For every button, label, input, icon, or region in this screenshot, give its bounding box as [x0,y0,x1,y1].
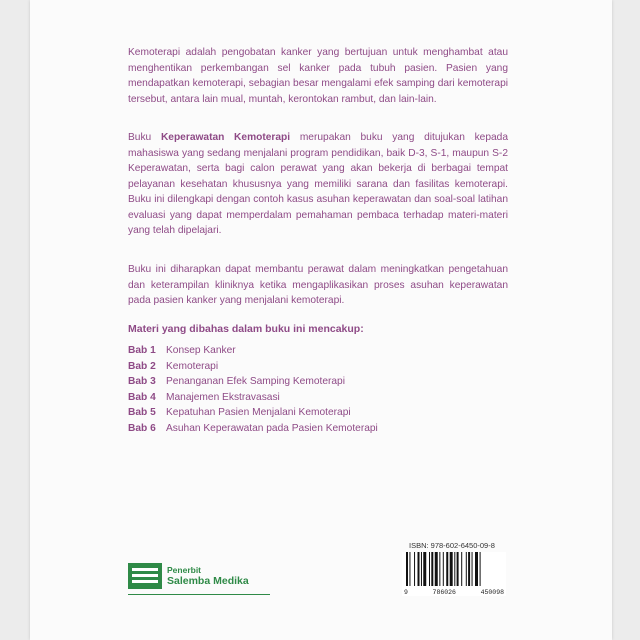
chapter-number: Bab 6 [128,422,156,434]
publisher-mark-icon [128,563,162,589]
blurb-paragraph-1: Kemoterapi adalah pengobatan kanker yang bertujuan untuk menghambat atau menghentikan perkembangan sel kanker pada tubuh pasien. Pasien yang mendapatkan kemoterapi, sebagian besar mengalami efek samping dari kemoterapi tersebut, antara lain mual, muntah, kerontokan rambut, dan lain-lain. [128,47,508,105]
chapter-item [128,390,378,406]
book-title-inline: Keperawatan Kemoterapi [160,132,291,143]
chapter-title: Penanganan Efek Samping Kemoterapi [166,376,345,387]
contents-heading: Materi yang dibahas dalam buku ini mencakup: [128,323,364,335]
publisher-name: Salemba Medika [167,575,249,587]
blurb-paragraph-2 [128,130,508,239]
blurb-paragraph-3: Buku ini diharapkan dapat membantu perawat dalam meningkatkan pengetahuan dan keterampilan kliniknya ketika mengaplikasikan proses asuhan keperawatan pada pasien kanker yang menjalani kemoterapi. [128,264,508,306]
chapter-title: Asuhan Keperawatan pada Pasien Kemoterapi [166,422,378,434]
barcode-bars-icon [406,552,502,588]
chapter-title: Konsep Kanker [166,345,236,356]
chapter-number: Bab 3 [128,376,156,387]
paragraph-2-intro: Buku [128,132,161,143]
chapter-item [128,405,378,421]
chapter-item [128,359,378,375]
isbn-label: ISBN: 978-602-6450-09-8 [409,541,495,550]
publisher-logo [128,563,249,589]
barcode [402,552,506,596]
barcode-digits-right: 450098 [480,589,504,596]
publisher-underline [128,594,270,595]
chapter-number: Bab 4 [128,391,156,403]
chapter-title: Manajemen Ekstravasasi [166,391,280,403]
chapter-title: Kepatuhan Pasien Menjalani Kemoterapi [166,407,351,418]
chapter-item [128,374,378,390]
paragraph-2-rest: merupakan buku yang ditujukan kepada mahasiswa yang sedang menjalani program pendidikan, baik D-3, S-1, maupun S-2 Keperawatan, serta bagi calon perawat yang akan bekerja di berbagai tempat pelayanan kesehatan khususnya yang memiliki sarana dan fasilitas kemoterapi. Buku ini dilengkapi dengan contoh kasus asuhan keperawatan dan soal-soal latihan evaluasi yang dapat memperdalam pemahaman pembaca terhadap materi-materi yang telah dipelajari. [128,132,508,236]
barcode-digits-left: 786026 [432,589,456,596]
chapter-number: Bab 2 [128,360,156,372]
chapter-item [128,343,378,359]
publisher-label: Penerbit [167,565,202,575]
barcode-digit-lead: 9 [404,589,408,596]
chapter-item [128,421,378,437]
chapter-number: Bab 1 [128,345,156,356]
chapter-number: Bab 5 [128,407,156,418]
chapter-title: Kemoterapi [166,360,219,372]
chapter-list [128,343,378,436]
